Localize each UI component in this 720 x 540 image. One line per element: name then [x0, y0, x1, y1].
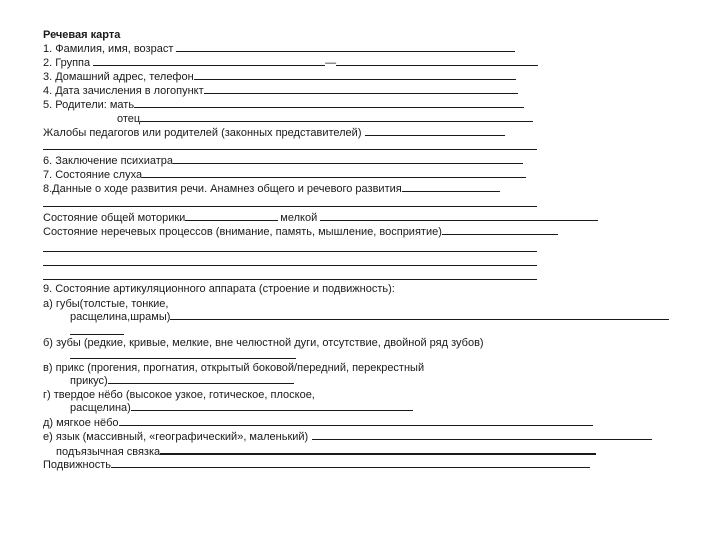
field-hard-palate-cont-label: расщелина) — [70, 402, 131, 414]
field-motor — [43, 211, 598, 225]
field-bite-line — [108, 374, 294, 384]
field-motor-general-label: Состояние общей моторики — [43, 212, 186, 224]
field-parents-mother-line — [134, 98, 524, 108]
field-tongue — [43, 430, 652, 444]
field-address-line — [194, 70, 516, 80]
field-bite-cont — [70, 374, 294, 388]
field-enroll-date-label: 4. Дата зачисления в логопункт — [43, 85, 204, 97]
field-group-dash: — — [325, 57, 337, 69]
field-soft-palate-line — [119, 416, 593, 426]
field-hard-palate-cont — [70, 401, 413, 415]
field-frenulum-label: подъязычная связка — [56, 446, 161, 458]
field-name-age — [43, 42, 515, 56]
field-tongue-label: е) язык (массивный, «географический», маленький) — [43, 431, 309, 443]
field-mobility-label: Подвижность — [43, 459, 112, 471]
field-parents-mother-label: 5. Родители: мать — [43, 99, 135, 111]
field-nonspeech-label: Состояние неречевых процессов (внимание, память, мышление, восприятие) — [43, 226, 442, 238]
field-enroll-date-line — [204, 84, 518, 94]
field-hearing-label: 7. Состояние слуха — [43, 169, 143, 181]
field-bite-cont-label: прикус) — [70, 375, 108, 387]
field-soft-palate — [43, 416, 593, 430]
field-hard-palate: г) твердое нёбо (высокое узкое, готическое, плоское, — [43, 389, 315, 401]
field-hearing — [43, 168, 526, 182]
field-name-age-line — [176, 42, 515, 52]
field-parents-father — [117, 112, 533, 126]
field-parents-mother — [43, 98, 524, 112]
field-name-age-label: 1. Фамилия, имя, возраст — [43, 43, 174, 55]
field-tongue-line — [312, 430, 652, 440]
field-group — [43, 56, 538, 70]
field-motor-general-line — [185, 211, 278, 221]
field-group-line-2 — [336, 56, 538, 66]
blank-line — [43, 149, 537, 150]
field-address — [43, 70, 516, 84]
field-frenulum — [56, 444, 596, 459]
field-psychiatrist-line — [173, 154, 523, 164]
field-group-line — [93, 56, 325, 66]
field-lips-cont — [70, 310, 669, 324]
field-soft-palate-label: д) мягкое нёбо — [43, 417, 119, 429]
field-psychiatrist — [43, 154, 523, 168]
blank-line — [70, 334, 124, 335]
field-lips-cont-label: расщелина,шрамы) — [70, 311, 171, 323]
blank-line — [43, 206, 537, 207]
field-speech-history-label: 8.Данные о ходе развития речи. Анамнез общего и речевого развития — [43, 183, 402, 195]
blank-line — [43, 251, 537, 252]
blank-line — [43, 279, 537, 280]
field-complaints-label: Жалобы педагогов или родителей (законных представителей) — [43, 127, 362, 139]
field-enroll-date — [43, 84, 518, 98]
field-teeth: б) зубы (редкие, кривые, мелкие, вне челюстной дуги, отсутствие, двойной ряд зубов) — [43, 337, 484, 349]
field-hard-palate-line — [131, 401, 413, 411]
field-mobility — [43, 458, 590, 472]
field-bite: в) прикс (прогения, прогнатия, открытый боковой/передний, перекрестный — [43, 362, 425, 374]
blank-line — [43, 265, 537, 266]
field-lips: а) губы(толстые, тонкие, — [43, 298, 169, 310]
field-address-label: 3. Домашний адрес, телефон — [43, 71, 194, 83]
field-lips-line — [170, 310, 669, 320]
field-speech-history — [43, 182, 500, 196]
field-parents-father-line — [140, 112, 533, 122]
field-hearing-line — [142, 168, 526, 178]
field-complaints-line — [365, 126, 505, 136]
field-nonspeech — [43, 225, 558, 239]
field-complaints — [43, 126, 505, 140]
field-psychiatrist-label: 6. Заключение психиатра — [43, 155, 173, 167]
field-mobility-line — [111, 458, 590, 468]
field-motor-fine-line — [320, 211, 598, 221]
field-frenulum-line — [160, 444, 596, 455]
field-articulation: 9. Состояние артикуляционного аппарата (строение и подвижность): — [43, 283, 395, 295]
field-speech-history-line — [402, 182, 500, 192]
blank-line — [70, 358, 296, 359]
field-group-label: 2. Группа — [43, 57, 91, 69]
document-title: Речевая карта — [43, 29, 121, 41]
field-nonspeech-line — [442, 225, 558, 235]
field-motor-fine-label: мелкой — [280, 212, 318, 224]
field-parents-father-label: отец — [117, 113, 141, 125]
